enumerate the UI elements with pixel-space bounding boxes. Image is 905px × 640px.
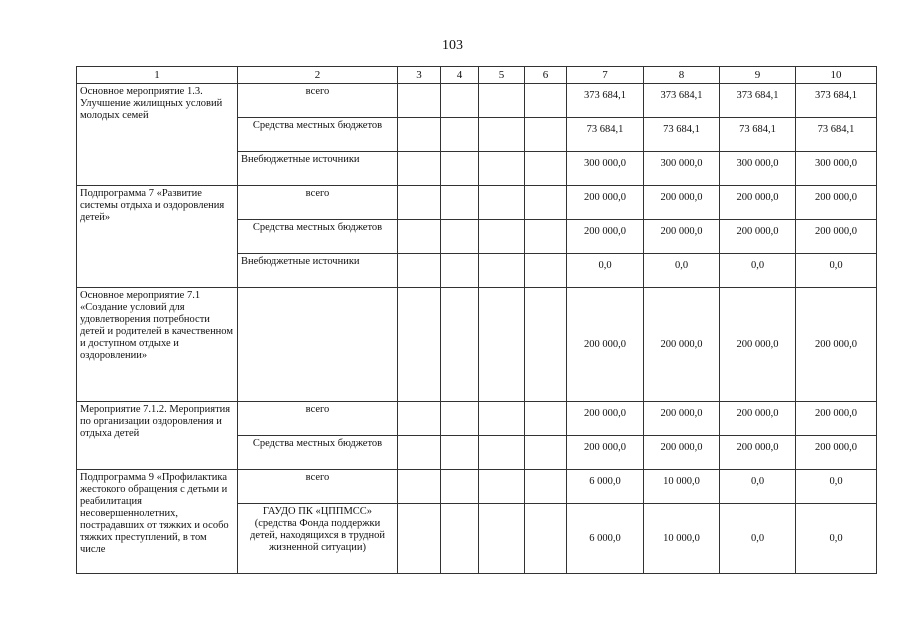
empty-cell — [398, 288, 441, 402]
value-cell: 200 000,0 — [796, 402, 877, 436]
value-cell: 73 684,1 — [567, 118, 644, 152]
empty-cell — [479, 288, 525, 402]
empty-cell — [525, 84, 567, 118]
value-cell: 200 000,0 — [644, 186, 720, 220]
funding-source: всего — [238, 84, 398, 118]
table-row — [77, 288, 877, 402]
value-cell: 0,0 — [796, 254, 877, 288]
value-cell: 200 000,0 — [567, 220, 644, 254]
activity-title: Мероприятие 7.1.2. Мероприятия по организации оздоровления и отдыха детей — [77, 402, 238, 470]
value-cell: 200 000,0 — [567, 288, 644, 402]
column-header: 5 — [479, 67, 525, 84]
empty-cell — [441, 118, 479, 152]
empty-cell — [441, 84, 479, 118]
funding-source: Средства местных бюджетов — [238, 118, 398, 152]
funding-source: Внебюджетные источники — [238, 152, 398, 186]
empty-cell — [441, 152, 479, 186]
column-header: 8 — [644, 67, 720, 84]
funding-source: ГАУДО ПК «ЦППМСС» (средства Фонда поддержки детей, находящихся в трудной жизненной ситуации) — [238, 504, 398, 574]
value-cell: 200 000,0 — [720, 288, 796, 402]
column-header: 9 — [720, 67, 796, 84]
empty-cell — [525, 220, 567, 254]
value-cell: 373 684,1 — [796, 84, 877, 118]
value-cell: 73 684,1 — [720, 118, 796, 152]
activity-title: Подпрограмма 9 «Профилактика жестокого обращения с детьми и реабилитация несовершеннолетних, пострадавших от тяжких и особо тяжких преступлений, в том числе — [77, 470, 238, 574]
empty-cell — [479, 402, 525, 436]
funding-source: всего — [238, 402, 398, 436]
value-cell: 10 000,0 — [644, 470, 720, 504]
column-header: 1 — [77, 67, 238, 84]
empty-cell — [525, 118, 567, 152]
empty-cell — [525, 504, 567, 574]
value-cell: 200 000,0 — [644, 220, 720, 254]
funding-source: всего — [238, 186, 398, 220]
value-cell: 300 000,0 — [644, 152, 720, 186]
activity-title: Подпрограмма 7 «Развитие системы отдыха и оздоровления детей» — [77, 186, 238, 288]
funding-source: всего — [238, 470, 398, 504]
empty-cell — [398, 118, 441, 152]
empty-cell — [479, 254, 525, 288]
value-cell: 300 000,0 — [567, 152, 644, 186]
empty-cell — [525, 436, 567, 470]
header-row — [77, 67, 877, 84]
budget-table — [76, 66, 877, 574]
empty-cell — [398, 436, 441, 470]
column-header: 2 — [238, 67, 398, 84]
funding-source: Средства местных бюджетов — [238, 436, 398, 470]
empty-cell — [479, 152, 525, 186]
table-row — [77, 186, 877, 220]
empty-cell — [479, 186, 525, 220]
value-cell: 0,0 — [720, 504, 796, 574]
value-cell: 0,0 — [720, 470, 796, 504]
value-cell: 0,0 — [720, 254, 796, 288]
value-cell: 200 000,0 — [644, 402, 720, 436]
empty-cell — [441, 402, 479, 436]
empty-cell — [398, 470, 441, 504]
value-cell: 200 000,0 — [567, 436, 644, 470]
empty-cell — [479, 220, 525, 254]
empty-cell — [525, 288, 567, 402]
empty-cell — [398, 402, 441, 436]
empty-cell — [441, 504, 479, 574]
empty-cell — [479, 118, 525, 152]
value-cell: 200 000,0 — [567, 402, 644, 436]
empty-cell — [398, 254, 441, 288]
value-cell: 300 000,0 — [720, 152, 796, 186]
column-header: 3 — [398, 67, 441, 84]
table-row — [77, 470, 877, 504]
value-cell: 200 000,0 — [796, 220, 877, 254]
empty-cell — [398, 152, 441, 186]
value-cell: 373 684,1 — [644, 84, 720, 118]
empty-cell — [441, 288, 479, 402]
empty-cell — [525, 186, 567, 220]
value-cell: 200 000,0 — [644, 436, 720, 470]
column-header: 4 — [441, 67, 479, 84]
value-cell: 300 000,0 — [796, 152, 877, 186]
value-cell: 200 000,0 — [796, 288, 877, 402]
value-cell: 200 000,0 — [720, 402, 796, 436]
value-cell: 200 000,0 — [796, 436, 877, 470]
value-cell: 200 000,0 — [720, 186, 796, 220]
empty-cell — [525, 152, 567, 186]
value-cell: 200 000,0 — [567, 186, 644, 220]
empty-cell — [441, 254, 479, 288]
page-number: 103 — [442, 38, 463, 53]
empty-cell — [479, 84, 525, 118]
activity-title: Основное мероприятие 1.3. Улучшение жилищных условий молодых семей — [77, 84, 238, 186]
value-cell: 73 684,1 — [796, 118, 877, 152]
empty-cell — [525, 470, 567, 504]
empty-cell — [441, 436, 479, 470]
value-cell: 373 684,1 — [720, 84, 796, 118]
empty-cell — [525, 254, 567, 288]
value-cell: 200 000,0 — [796, 186, 877, 220]
empty-cell — [398, 84, 441, 118]
funding-source: Внебюджетные источники — [238, 254, 398, 288]
empty-cell — [398, 504, 441, 574]
value-cell: 200 000,0 — [720, 436, 796, 470]
column-header: 6 — [525, 67, 567, 84]
empty-cell — [441, 220, 479, 254]
empty-cell — [398, 186, 441, 220]
funding-source — [238, 288, 398, 402]
empty-cell — [441, 470, 479, 504]
column-header: 7 — [567, 67, 644, 84]
table-row — [77, 402, 877, 436]
value-cell: 10 000,0 — [644, 504, 720, 574]
value-cell: 200 000,0 — [644, 288, 720, 402]
value-cell: 0,0 — [567, 254, 644, 288]
value-cell: 0,0 — [796, 470, 877, 504]
value-cell: 6 000,0 — [567, 504, 644, 574]
empty-cell — [441, 186, 479, 220]
value-cell: 6 000,0 — [567, 470, 644, 504]
funding-source: Средства местных бюджетов — [238, 220, 398, 254]
column-header: 10 — [796, 67, 877, 84]
table-row — [77, 84, 877, 118]
value-cell: 0,0 — [644, 254, 720, 288]
activity-title: Основное мероприятие 7.1 «Создание условий для удовлетворения потребности детей и родителей в качественном и доступном отдыхе и оздоровлении» — [77, 288, 238, 402]
value-cell: 0,0 — [796, 504, 877, 574]
empty-cell — [479, 504, 525, 574]
value-cell: 373 684,1 — [567, 84, 644, 118]
value-cell: 200 000,0 — [720, 220, 796, 254]
value-cell: 73 684,1 — [644, 118, 720, 152]
empty-cell — [525, 402, 567, 436]
empty-cell — [479, 436, 525, 470]
empty-cell — [398, 220, 441, 254]
empty-cell — [479, 470, 525, 504]
